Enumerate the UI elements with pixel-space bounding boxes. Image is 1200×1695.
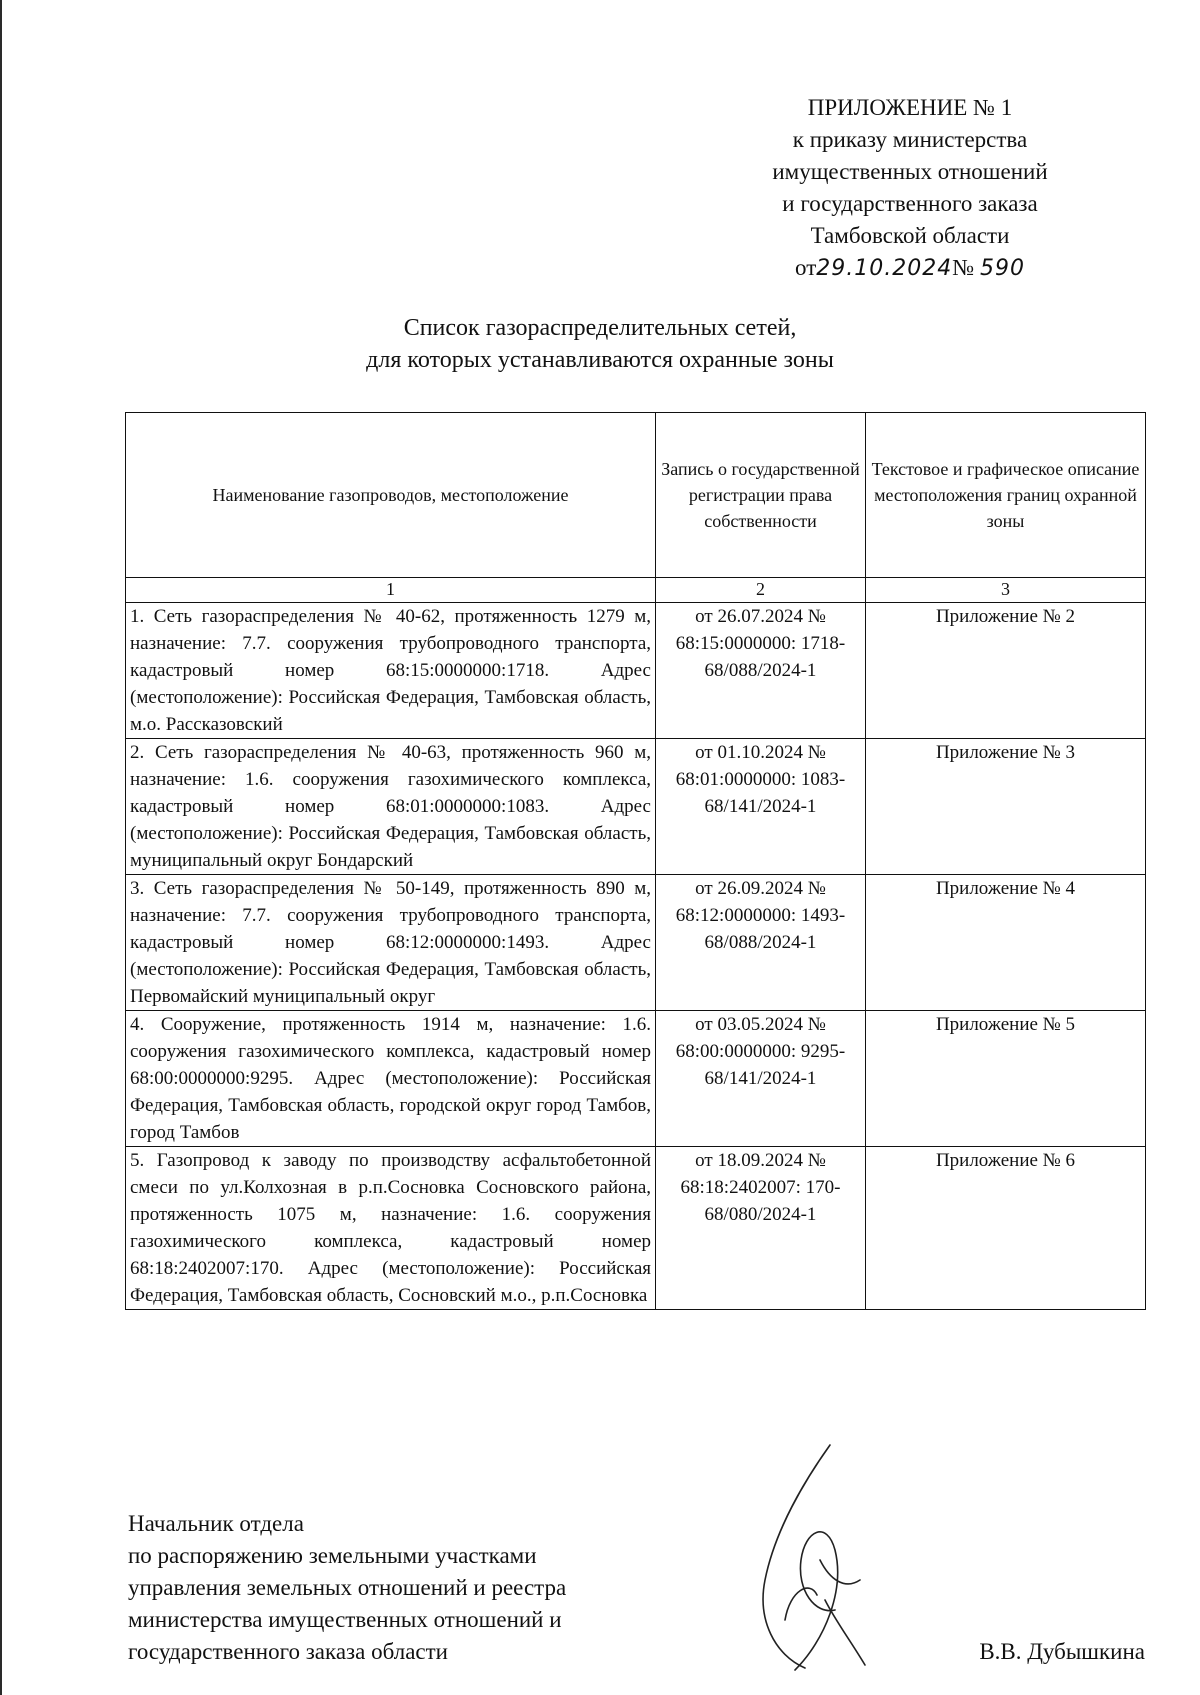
pipeline-description: 5. Газопровод к заводу по производству асфальтобетонной смеси по ул.Колхозная в р.п.Сосновка Сосновского района, протяженность 1075 м, назначение: 1.6. сооружения газохимического комплекса, кадастровый номер 68:18:2402007:170. Адрес (местоположение): Российская Федерация, Тамбовская область, Сосновский м.о., р.п.Сосновка bbox=[126, 1147, 656, 1310]
header-registration: Запись о государственной регистрации права собственности bbox=[656, 413, 866, 578]
title-line-2: для которых устанавливаются охранные зоны bbox=[366, 347, 834, 373]
title-line-1: Список газораспределительных сетей, bbox=[403, 315, 797, 341]
appendix-number: ПРИЛОЖЕНИЕ № 1 bbox=[807, 95, 1013, 120]
appendix-line-region: Тамбовской области bbox=[810, 223, 1010, 248]
table-row bbox=[126, 1147, 1146, 1310]
appendix-reference: Приложение № 3 bbox=[866, 739, 1146, 875]
header-name-location: Наименование газопроводов, местоположение bbox=[126, 413, 656, 578]
signatory-position bbox=[128, 1508, 748, 1668]
position-line-3: управления земельных отношений и реестра bbox=[128, 1575, 567, 1600]
pipeline-description: 1. Сеть газораспределения № 40-62, протяженность 1279 м, назначение: 7.7. сооружения трубопроводного транспорта, кадастровый номер 68:15:0000000:1718. Адрес (местоположение): Российская Федерация, Тамбовская область, м.о. Рассказовский bbox=[126, 603, 656, 739]
appendix-header bbox=[720, 92, 1100, 285]
appendix-line-ministry: имущественных отношений bbox=[772, 159, 1048, 184]
position-line-2: по распоряжению земельными участками bbox=[128, 1543, 537, 1568]
table-row bbox=[126, 739, 1146, 875]
appendix-reference: Приложение № 4 bbox=[866, 875, 1146, 1011]
handwritten-number: 590 bbox=[979, 256, 1025, 281]
appendix-reference: Приложение № 2 bbox=[866, 603, 1146, 739]
column-number: 2 bbox=[656, 578, 866, 603]
pipeline-description: 2. Сеть газораспределения № 40-63, протяженность 960 м, назначение: 1.6. сооружения газохимического комплекса, кадастровый номер 68:01:0000000:1083. Адрес (местоположение): Российская Федерация, Тамбовская область, муниципальный округ Бондарский bbox=[126, 739, 656, 875]
registration-record: от 18.09.2024 № 68:18:2402007: 170-68/080/2024-1 bbox=[656, 1147, 866, 1310]
appendix-date-line bbox=[720, 252, 1100, 285]
column-number: 1 bbox=[126, 578, 656, 603]
appendix-line-procurement: и государственного заказа bbox=[782, 191, 1038, 216]
registration-record: от 03.05.2024 № 68:00:0000000: 9295-68/141/2024-1 bbox=[656, 1011, 866, 1147]
column-number-row bbox=[126, 578, 1146, 603]
pipeline-description: 4. Сооружение, протяженность 1914 м, назначение: 1.6. сооружения газохимического комплекса, кадастровый номер 68:00:0000000:9295. Адрес (местоположение): Российская Федерация, Тамбовская область, городской округ город Тамбов, город Тамбов bbox=[126, 1011, 656, 1147]
column-number: 3 bbox=[866, 578, 1146, 603]
scan-edge-line bbox=[0, 0, 2, 1695]
number-prefix: № bbox=[952, 255, 975, 280]
gas-networks-table bbox=[125, 412, 1146, 1310]
registration-record: от 01.10.2024 № 68:01:0000000: 1083-68/141/2024-1 bbox=[656, 739, 866, 875]
date-prefix: от bbox=[795, 255, 817, 280]
table-row bbox=[126, 603, 1146, 739]
document-title bbox=[300, 312, 900, 376]
position-line-1: Начальник отдела bbox=[128, 1511, 304, 1536]
appendix-reference: Приложение № 5 bbox=[866, 1011, 1146, 1147]
handwritten-date: 29.10.2024 bbox=[816, 256, 953, 281]
registration-record: от 26.09.2024 № 68:12:0000000: 1493-68/088/2024-1 bbox=[656, 875, 866, 1011]
appendix-line-order: к приказу министерства bbox=[792, 127, 1028, 152]
handwritten-signature bbox=[735, 1440, 885, 1680]
signer-name: В.В. Дубышкина bbox=[979, 1639, 1145, 1664]
table-row bbox=[126, 875, 1146, 1011]
table-row bbox=[126, 1011, 1146, 1147]
pipeline-description: 3. Сеть газораспределения № 50-149, протяженность 890 м, назначение: 7.7. сооружения трубопроводного транспорта, кадастровый номер 68:12:0000000:1493. Адрес (местоположение): Российская Федерация, Тамбовская область, Первомайский муниципальный округ bbox=[126, 875, 656, 1011]
appendix-reference: Приложение № 6 bbox=[866, 1147, 1146, 1310]
header-zone-description: Текстовое и графическое описание местоположения границ охранной зоны bbox=[866, 413, 1146, 578]
position-line-5: государственного заказа области bbox=[128, 1639, 448, 1664]
table-header-row bbox=[126, 413, 1146, 578]
registration-record: от 26.07.2024 № 68:15:0000000: 1718-68/088/2024-1 bbox=[656, 603, 866, 739]
position-line-4: министерства имущественных отношений и bbox=[128, 1607, 562, 1632]
